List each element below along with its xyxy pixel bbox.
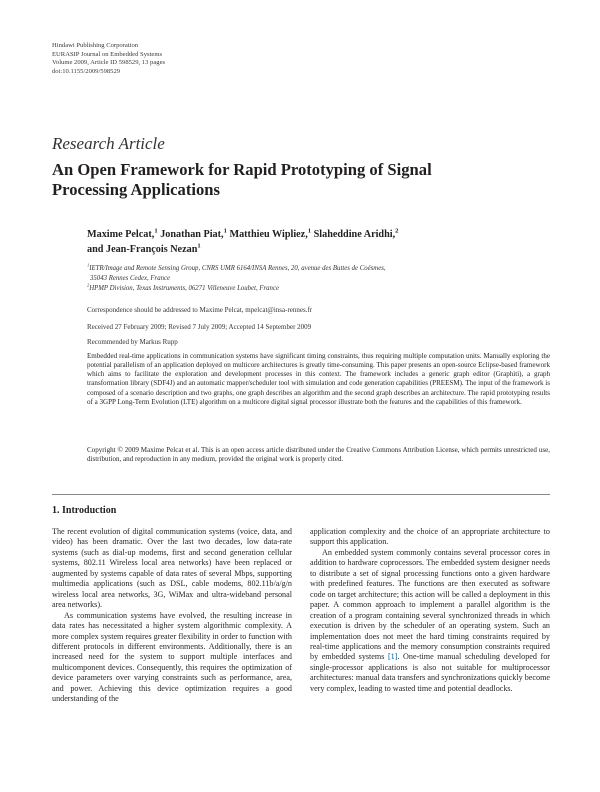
paragraph-text: . One-time manual scheduling developed for single-processor applications is also not suitable for multiprocessor architectures: manual data transfers and synchronizations quickly become very complex, leading to wasted time and potential deadlocks. — [310, 652, 550, 693]
author-affil-mark: 1 — [154, 227, 158, 235]
author-affil-mark: 1 — [197, 242, 201, 250]
author-name: and Jean-François Nezan — [87, 243, 198, 255]
copyright: Copyright © 2009 Maxime Pelcat et al. This is an open access article distributed under the Creative Commons Attribution License, which permits unrestricted use, distribution, and reproduction in any medium, provided the original work is properly cited. — [87, 446, 550, 464]
article-type: Research Article — [52, 134, 165, 153]
header-line: EURASIP Journal on Embedded Systems — [52, 50, 163, 58]
author-name: Matthieu Wipliez, — [229, 229, 308, 240]
column-right — [310, 527, 550, 694]
paragraph: As communication systems have evolved, the resulting increase in data rates has necessitated a higher system algorithmic complexity. A more complex system requires greater flexibility in order to function with different protocols in different environments. Additionally, there is an increased need for the system to support multiple interfaces and multicomponent devices. Consequently, this requires the optimization of device parameters over varying constraints such as performance, area, and power. Achieving this device optimization requires a good understanding of the — [52, 610, 292, 704]
paragraph-text: An embedded system commonly contains several processor cores in addition to hardware coprocessors. The embedded system designer needs to distribute a set of signal processing functions onto a given hardware with predefined features. The functions are then executed as software code on target architecture; this action will be called a deployment in this paper. A common approach to implement a parallel algorithm is the creation of a program containing several synchronized threads in which execution is driven by the scheduler of an operating system. Such an implementation does not meet the hard timing constraints required by real-time applications and the memory consumption constraints required by embedded systems — [310, 547, 550, 662]
author-name: Maxime Pelcat, — [87, 229, 155, 240]
paragraph — [310, 548, 550, 694]
citation-link[interactable]: [1] — [387, 652, 398, 662]
abstract: Embedded real-time applications in communication systems have significant timing constraints, thus requiring multiple computation units. Manually exploring the potential parallelism of an application deployed on multicore architectures is greatly time-consuming. This paper presents an open-source Eclipse-based framework which aims to facilitate the exploration and development processes in this context. The framework includes a generic graph editor (Graphiti), a graph transformation library (SDF4J) and an automatic mapper/scheduler tool with simulation and code generation capabilities (PREESM). The input of the framework is composed of a scenario description and two graphs, one graph describes an algorithm and the second graph describes an architecture. The rapid prototyping results of a 3GPP Long-Term Evolution (LTE) algorithm on a multicore digital signal processor illustrate both the features and the capabilities of this framework. — [87, 352, 550, 406]
author-affil-mark: 1 — [223, 227, 227, 235]
journal-header — [52, 42, 165, 76]
column-left — [52, 527, 292, 705]
affiliation-mark: 2 — [87, 282, 90, 288]
author-name: Jonathan Piat, — [160, 229, 224, 240]
affiliation-text: IETR/Image and Remote Sensing Group, CNRS UMR 6164/INSA Rennes, 20, avenue des Buttes de Coësmes, — [89, 265, 386, 272]
paragraph: The recent evolution of digital communication systems (voice, data, and video) has been dramatic. Over the last two decades, low data-rate systems (such as dial-up modems, first and second generation cellular systems, 802.11 Wireless local area networks) have been replaced or augmented by systems capable of data rates of several Mbps, supporting multimedia applications (such as DSL, cable modems, 802.11b/a/g/n wireless local area networks, 3G, WiMax and ultra-wideband personal area networks). — [52, 527, 292, 610]
affiliation-mark: 1 — [87, 262, 90, 268]
affiliation-text: HPMP Division, Texas Instruments, 06271 Villeneuve Loubet, France — [89, 285, 279, 292]
dates: Received 27 February 2009; Revised 7 July 2009; Accepted 14 September 2009 — [87, 323, 312, 331]
affiliation-text: 35043 Rennes Cedex, France — [90, 274, 171, 282]
affiliation-1 — [87, 264, 517, 283]
header-line: doi:10.1155/2009/598529 — [52, 67, 121, 75]
header-line: Volume 2009, Article ID 598529, 13 pages — [52, 59, 166, 67]
author-list — [87, 228, 507, 257]
recommended-by: Recommended by Markus Rupp — [87, 338, 178, 346]
author-name: Slaheddine Aridhi, — [313, 229, 396, 240]
author-affil-mark: 2 — [395, 227, 399, 235]
divider — [52, 494, 550, 495]
author-affil-mark: 1 — [307, 227, 312, 235]
affiliation-2 — [87, 284, 517, 294]
header-line: Hindawi Publishing Corporation — [52, 42, 139, 49]
correspondence: Correspondence should be addressed to Maxime Pelcat, mpelcat@insa-rennes.fr — [87, 306, 313, 314]
paper-title: An Open Framework for Rapid Prototyping of Signal Processing Applications — [52, 160, 432, 199]
paragraph: application complexity and the choice of an appropriate architecture to support this application. — [310, 527, 550, 547]
section-title: 1. Introduction — [52, 505, 117, 516]
